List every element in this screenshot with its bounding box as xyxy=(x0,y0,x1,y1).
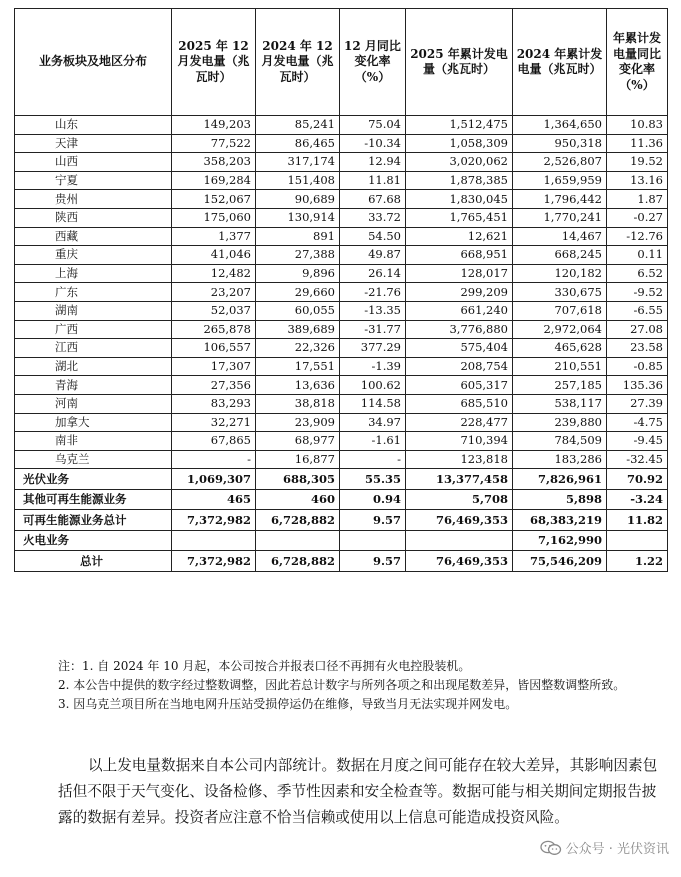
value-cell: 106,557 xyxy=(172,339,256,358)
summary-row xyxy=(15,510,668,531)
value-cell: -4.75 xyxy=(607,413,668,432)
value-cell: 23,909 xyxy=(256,413,340,432)
footnote-1: 注：1. 自 2024 年 10 月起，本公司按合并报表口径不再拥有火电控股装机。 xyxy=(58,659,471,673)
table-row xyxy=(15,301,668,320)
region-cell: 山东 xyxy=(15,116,172,135)
value-cell: -0.27 xyxy=(607,208,668,227)
value-cell: 100.62 xyxy=(340,376,406,395)
value-cell: 67.68 xyxy=(340,190,406,209)
value-cell: -6.55 xyxy=(607,301,668,320)
table-row xyxy=(15,432,668,451)
summary-value-cell xyxy=(172,530,256,551)
value-cell: 120,182 xyxy=(513,264,607,283)
summary-value-cell: 13,377,458 xyxy=(406,469,513,490)
table-row xyxy=(15,246,668,265)
value-cell: 950,318 xyxy=(513,134,607,153)
summary-value-cell: 465 xyxy=(172,489,256,510)
region-cell: 天津 xyxy=(15,134,172,153)
value-cell: 77,522 xyxy=(172,134,256,153)
summary-value-cell: 7,372,982 xyxy=(172,510,256,531)
summary-value-cell: 70.92 xyxy=(607,469,668,490)
value-cell: 1,796,442 xyxy=(513,190,607,209)
summary-value-cell: 68,383,219 xyxy=(513,510,607,531)
summary-value-cell: 0.94 xyxy=(340,489,406,510)
value-cell: 299,209 xyxy=(406,283,513,302)
value-cell: 114.58 xyxy=(340,394,406,413)
region-cell: 西藏 xyxy=(15,227,172,246)
value-cell: 1,377 xyxy=(172,227,256,246)
summary-value-cell: 7,372,982 xyxy=(172,551,256,572)
value-cell: 29,660 xyxy=(256,283,340,302)
value-cell: 135.36 xyxy=(607,376,668,395)
region-cell: 广东 xyxy=(15,283,172,302)
region-cell: 河南 xyxy=(15,394,172,413)
table-header-row xyxy=(15,9,668,116)
table-row xyxy=(15,450,668,469)
table-row xyxy=(15,394,668,413)
value-cell: 1,770,241 xyxy=(513,208,607,227)
value-cell: 208,754 xyxy=(406,357,513,376)
table-row xyxy=(15,320,668,339)
table-row xyxy=(15,376,668,395)
value-cell: - xyxy=(172,450,256,469)
summary-value-cell: 9.57 xyxy=(340,551,406,572)
region-cell: 南非 xyxy=(15,432,172,451)
header-dec-2025: 2025 年 12 月发电量（兆瓦时） xyxy=(172,9,256,116)
value-cell: 11.36 xyxy=(607,134,668,153)
value-cell: 149,203 xyxy=(172,116,256,135)
summary-value-cell: 460 xyxy=(256,489,340,510)
value-cell: 23,207 xyxy=(172,283,256,302)
value-cell: 13,636 xyxy=(256,376,340,395)
value-cell: 707,618 xyxy=(513,301,607,320)
value-cell: 1,878,385 xyxy=(406,171,513,190)
value-cell: 257,185 xyxy=(513,376,607,395)
summary-value-cell xyxy=(406,530,513,551)
region-cell: 重庆 xyxy=(15,246,172,265)
value-cell: 83,293 xyxy=(172,394,256,413)
region-cell: 加拿大 xyxy=(15,413,172,432)
table-row xyxy=(15,153,668,172)
header-ytd-yoy: 年累计发电量同比变化率（%） xyxy=(607,9,668,116)
watermark-text: 公众号 · 光伏资讯 xyxy=(565,842,669,857)
summary-value-cell: 76,469,353 xyxy=(406,551,513,572)
value-cell: 1,058,309 xyxy=(406,134,513,153)
value-cell: 2,526,807 xyxy=(513,153,607,172)
region-cell: 江西 xyxy=(15,339,172,358)
value-cell: 14,467 xyxy=(513,227,607,246)
value-cell: 27,388 xyxy=(256,246,340,265)
summary-value-cell: 6,728,882 xyxy=(256,510,340,531)
value-cell: 26.14 xyxy=(340,264,406,283)
value-cell: -10.34 xyxy=(340,134,406,153)
value-cell: 123,818 xyxy=(406,450,513,469)
value-cell: 23.58 xyxy=(607,339,668,358)
value-cell: 169,284 xyxy=(172,171,256,190)
summary-label-cell: 光伏业务 xyxy=(15,469,172,490)
value-cell: 34.97 xyxy=(340,413,406,432)
summary-value-cell: 75,546,209 xyxy=(513,551,607,572)
value-cell: 12.94 xyxy=(340,153,406,172)
generation-table xyxy=(14,8,668,572)
header-segment-region: 业务板块及地区分布 xyxy=(15,9,172,116)
region-cell: 上海 xyxy=(15,264,172,283)
value-cell: 38,818 xyxy=(256,394,340,413)
value-cell: -9.52 xyxy=(607,283,668,302)
value-cell: 90,689 xyxy=(256,190,340,209)
value-cell: 75.04 xyxy=(340,116,406,135)
region-cell: 湖北 xyxy=(15,357,172,376)
disclaimer-paragraph xyxy=(58,753,658,831)
value-cell: 52,037 xyxy=(172,301,256,320)
value-cell: 605,317 xyxy=(406,376,513,395)
table-row xyxy=(15,171,668,190)
value-cell: 465,628 xyxy=(513,339,607,358)
value-cell: 228,477 xyxy=(406,413,513,432)
summary-value-cell xyxy=(256,530,340,551)
value-cell: -31.77 xyxy=(340,320,406,339)
summary-value-cell: 76,469,353 xyxy=(406,510,513,531)
value-cell: 239,880 xyxy=(513,413,607,432)
region-cell: 山西 xyxy=(15,153,172,172)
value-cell: 330,675 xyxy=(513,283,607,302)
summary-row xyxy=(15,530,668,551)
table-row xyxy=(15,227,668,246)
region-cell: 广西 xyxy=(15,320,172,339)
value-cell: 60,055 xyxy=(256,301,340,320)
value-cell: 538,117 xyxy=(513,394,607,413)
summary-row xyxy=(15,489,668,510)
value-cell: 54.50 xyxy=(340,227,406,246)
value-cell: 175,060 xyxy=(172,208,256,227)
region-cell: 陕西 xyxy=(15,208,172,227)
summary-value-cell: 55.35 xyxy=(340,469,406,490)
value-cell: 1,364,650 xyxy=(513,116,607,135)
header-ytd-2025: 2025 年累计发电量（兆瓦时） xyxy=(406,9,513,116)
value-cell: 668,245 xyxy=(513,246,607,265)
value-cell: -32.45 xyxy=(607,450,668,469)
summary-row xyxy=(15,551,668,572)
value-cell: -0.85 xyxy=(607,357,668,376)
region-cell: 青海 xyxy=(15,376,172,395)
summary-row xyxy=(15,469,668,490)
summary-value-cell: -3.24 xyxy=(607,489,668,510)
value-cell: 19.52 xyxy=(607,153,668,172)
summary-label-cell: 总计 xyxy=(15,551,172,572)
value-cell: 784,509 xyxy=(513,432,607,451)
region-cell: 乌克兰 xyxy=(15,450,172,469)
value-cell: 11.81 xyxy=(340,171,406,190)
summary-value-cell: 6,728,882 xyxy=(256,551,340,572)
value-cell: 685,510 xyxy=(406,394,513,413)
value-cell: 151,408 xyxy=(256,171,340,190)
region-cell: 湖南 xyxy=(15,301,172,320)
table-row xyxy=(15,134,668,153)
table-row xyxy=(15,283,668,302)
value-cell: 27,356 xyxy=(172,376,256,395)
value-cell: 183,286 xyxy=(513,450,607,469)
value-cell: -1.61 xyxy=(340,432,406,451)
region-cell: 贵州 xyxy=(15,190,172,209)
table-row xyxy=(15,413,668,432)
value-cell: 3,776,880 xyxy=(406,320,513,339)
value-cell: 12,621 xyxy=(406,227,513,246)
value-cell: 27.39 xyxy=(607,394,668,413)
value-cell: 377.29 xyxy=(340,339,406,358)
header-dec-2024: 2024 年 12 月发电量（兆瓦时） xyxy=(256,9,340,116)
value-cell: 891 xyxy=(256,227,340,246)
value-cell: 575,404 xyxy=(406,339,513,358)
value-cell: 1,830,045 xyxy=(406,190,513,209)
table-row xyxy=(15,190,668,209)
value-cell: -9.45 xyxy=(607,432,668,451)
value-cell: 668,951 xyxy=(406,246,513,265)
summary-label-cell: 可再生能源业务总计 xyxy=(15,510,172,531)
table-row xyxy=(15,208,668,227)
watermark xyxy=(540,838,669,857)
summary-value-cell: 688,305 xyxy=(256,469,340,490)
value-cell: -12.76 xyxy=(607,227,668,246)
value-cell: 389,689 xyxy=(256,320,340,339)
value-cell: 130,914 xyxy=(256,208,340,227)
summary-label-cell: 火电业务 xyxy=(15,530,172,551)
disclaimer-text: 以上发电量数据来自本公司内部统计。数据在月度之间可能存在较大差异，其影响因素包括但不限于天气变化、设备检修、季节性因素和安全检查等。数据可能与相关期间定期报告披露的数据有差异。投资者应注意不恰当信赖或使用以上信息可能造成投资风险。 xyxy=(58,757,658,826)
table-row xyxy=(15,339,668,358)
summary-value-cell: 9.57 xyxy=(340,510,406,531)
value-cell: 33.72 xyxy=(340,208,406,227)
value-cell: 16,877 xyxy=(256,450,340,469)
summary-value-cell: 5,708 xyxy=(406,489,513,510)
header-dec-yoy: 12 月同比变化率（%） xyxy=(340,9,406,116)
value-cell: 13.16 xyxy=(607,171,668,190)
header-ytd-2024: 2024 年累计发电量（兆瓦时） xyxy=(513,9,607,116)
summary-value-cell: 1,069,307 xyxy=(172,469,256,490)
value-cell: 41,046 xyxy=(172,246,256,265)
summary-value-cell xyxy=(340,530,406,551)
value-cell: -13.35 xyxy=(340,301,406,320)
value-cell: 152,067 xyxy=(172,190,256,209)
summary-value-cell: 7,162,990 xyxy=(513,530,607,551)
value-cell: 27.08 xyxy=(607,320,668,339)
summary-label-cell: 其他可再生能源业务 xyxy=(15,489,172,510)
value-cell: 22,326 xyxy=(256,339,340,358)
value-cell: 358,203 xyxy=(172,153,256,172)
value-cell: 0.11 xyxy=(607,246,668,265)
value-cell: 210,551 xyxy=(513,357,607,376)
table-row xyxy=(15,357,668,376)
value-cell: 128,017 xyxy=(406,264,513,283)
value-cell: -21.76 xyxy=(340,283,406,302)
value-cell: - xyxy=(340,450,406,469)
value-cell: 710,394 xyxy=(406,432,513,451)
value-cell: 10.83 xyxy=(607,116,668,135)
value-cell: 17,307 xyxy=(172,357,256,376)
value-cell: 1.87 xyxy=(607,190,668,209)
value-cell: 9,896 xyxy=(256,264,340,283)
value-cell: 3,020,062 xyxy=(406,153,513,172)
value-cell: 86,465 xyxy=(256,134,340,153)
summary-value-cell: 1.22 xyxy=(607,551,668,572)
value-cell: 68,977 xyxy=(256,432,340,451)
value-cell: 317,174 xyxy=(256,153,340,172)
value-cell: 1,512,475 xyxy=(406,116,513,135)
value-cell: -1.39 xyxy=(340,357,406,376)
footnote-3: 3. 因乌克兰项目所在当地电网升压站受损停运仍在维修，导致当月无法实现并网发电。 xyxy=(58,697,518,711)
summary-value-cell xyxy=(607,530,668,551)
value-cell: 12,482 xyxy=(172,264,256,283)
table-row xyxy=(15,116,668,135)
value-cell: 32,271 xyxy=(172,413,256,432)
value-cell: 49.87 xyxy=(340,246,406,265)
value-cell: 6.52 xyxy=(607,264,668,283)
summary-value-cell: 7,826,961 xyxy=(513,469,607,490)
region-cell: 宁夏 xyxy=(15,171,172,190)
summary-value-cell: 5,898 xyxy=(513,489,607,510)
value-cell: 67,865 xyxy=(172,432,256,451)
table-row xyxy=(15,264,668,283)
summary-value-cell: 11.82 xyxy=(607,510,668,531)
value-cell: 17,551 xyxy=(256,357,340,376)
value-cell: 265,878 xyxy=(172,320,256,339)
value-cell: 1,659,959 xyxy=(513,171,607,190)
value-cell: 661,240 xyxy=(406,301,513,320)
value-cell: 1,765,451 xyxy=(406,208,513,227)
footnote-2: 2. 本公告中提供的数字经过整数调整，因此若总计数字与所列各项之和出现尾数差异，皆因整数调整所致。 xyxy=(58,678,626,692)
wechat-icon xyxy=(540,840,562,856)
value-cell: 85,241 xyxy=(256,116,340,135)
footnotes xyxy=(58,657,668,714)
value-cell: 2,972,064 xyxy=(513,320,607,339)
